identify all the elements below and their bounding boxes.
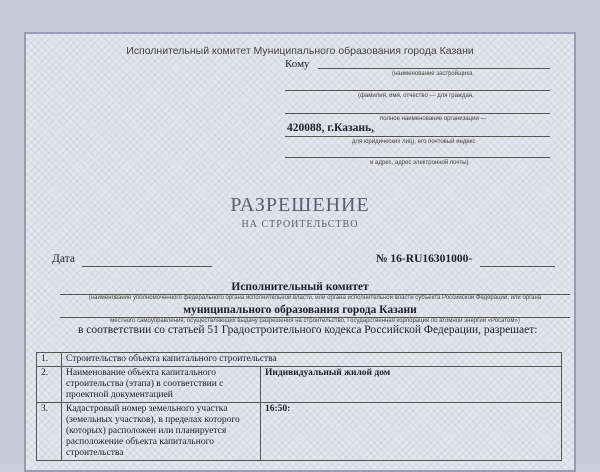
fio-caption: (фамилия, имя, отчество — для граждан, [358,93,474,99]
issuer-line-1: Исполнительный комитет [231,281,369,293]
table-row [37,353,562,367]
recipient-line-2 [285,90,550,91]
date-label: Дата [52,253,75,265]
permit-number: № 16-RU16301000- [376,253,473,265]
legal-entity-caption: для юридических лиц), его почтовый индекс [352,139,476,145]
row-label: Кадастровый номер земельного участка (земельных участков), в пределах которого (которых) расположен или планируется расположение объекта капитального строительства [62,403,261,461]
date-line [82,266,212,267]
issuing-organization-header: Исполнительный комитет Муниципального образования города Казани [126,45,474,57]
issuer-note-1: (наименование уполномоченного федерального органа исполнительной власти, или органа исполнительной власти субъекта Российской Федерации, или органа [88,295,542,301]
legal-basis-statement: в соответствии со статьей 51 Градостроительного кодекса Российской Федерации, разрешает: [78,324,538,336]
row-number: 1. [37,353,62,367]
recipient-line-5 [285,157,550,158]
issuer-line-2: муниципального образования города Казани [183,304,417,316]
recipient-line-3 [285,113,550,114]
row-value: Индивидуальный жилой дом [261,367,562,403]
row-number: 3. [37,403,62,461]
table-row [37,403,562,461]
address-caption: и адрес, адрес электронной почты) [370,160,469,166]
org-full-name-caption: полное наименование организации — [380,116,487,122]
document-title: РАЗРЕШЕНИЕ [230,194,370,216]
postal-address: 420088, г.Казань, [287,122,374,134]
table-row [37,367,562,403]
row-label: Строительство объекта капитального строительства [62,353,562,367]
permit-number-line [480,266,555,267]
row-value: 16:50: [261,403,562,461]
recipient-line-1 [318,68,550,69]
row-number: 2. [37,367,62,403]
permit-details-table [36,352,562,461]
developer-name-caption: (наименование застройщика [392,71,473,77]
recipient-label: Кому [285,58,310,70]
document-subtitle: НА СТРОИТЕЛЬСТВО [241,219,359,230]
issuer-note-2: местного самоуправления, осуществляющих выдачу разрешения на строительство, Государственная корпорация по атомной энергии «Росатом») [110,318,520,324]
row-label: Наименование объекта капитального строительства (этапа) в соответствии с проектной документацией [62,367,261,403]
recipient-line-4 [285,136,550,137]
